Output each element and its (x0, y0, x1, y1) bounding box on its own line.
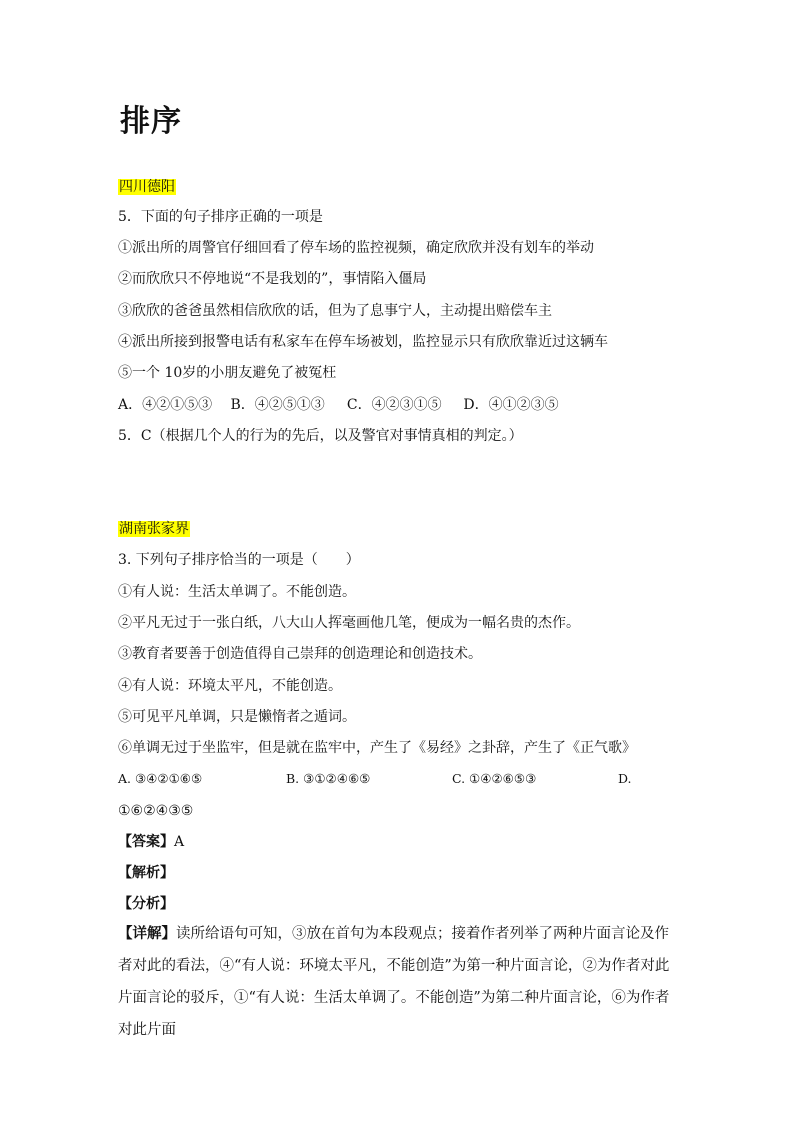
sentence-5: ⑤一个 10岁的小朋友避免了被冤枉 (118, 365, 337, 381)
options-row-1 (118, 396, 559, 414)
region-highlight: 四川德阳 (119, 179, 175, 195)
option-a: A. ③④②①⑥⑤ (118, 771, 203, 786)
region-highlight: 湖南张家界 (119, 521, 189, 537)
option-d: D. (617, 771, 632, 786)
option-d-value: ①⑥②④③⑤ (118, 803, 194, 819)
sentence-6: ⑥单调无过于坐监牢，但是就在监牢中，产生了《易经》之卦辞，产生了《正气歌》 (118, 740, 636, 756)
detail-text: 读所给语句可知，③放在首句为本段观点；接着作者列举了两种片面言论及作者对此的看法，④“有人说：环境太平凡，不能创造”为第一种片面言论，②为作者对此片面言论的驳斥，①“有人说：生活太单调了。不能创造”为第二种片面言论，⑥为作者对此片面 (118, 926, 670, 1038)
answer-block (118, 833, 184, 851)
option-b: B．④②⑤①③ (230, 397, 325, 413)
page-title: 排序 (120, 104, 182, 139)
question-3: 3. 下列句子排序恰当的一项是（ ） (118, 552, 360, 568)
options-row-2 (118, 770, 632, 788)
region-tag-1 (118, 178, 176, 196)
answer-value: A (174, 834, 185, 850)
question-5: 5．下面的句子排序正确的一项是 (118, 209, 323, 225)
sentence-4: ④有人说：环境太平凡，不能创造。 (118, 678, 342, 694)
sentence-2: ②而欣欣只不停地说“不是我划的”，事情陷入僵局 (118, 271, 427, 287)
sentence-3: ③欣欣的爸爸虽然相信欣欣的话，但为了息事宁人，主动提出赔偿车主 (118, 303, 552, 319)
option-c: C. ①④②⑥⑤③ (451, 771, 537, 786)
detail-label: 【详解】 (118, 925, 176, 942)
answer-label: 【答案】 (118, 834, 174, 850)
sentence-1: ①有人说：生活太单调了。不能创造。 (118, 584, 356, 600)
option-c: C．④②③①⑤ (346, 397, 442, 413)
option-d: D．④①②③⑤ (463, 397, 559, 413)
sentence-5: ⑤可见平凡单调，只是懒惰者之遁词。 (118, 709, 356, 725)
sentence-4: ④派出所接到报警电话有私家车在停车场被划，监控显示只有欣欣靠近过这辆车 (118, 334, 608, 350)
sentence-3: ③教育者要善于创造值得自己崇拜的创造理论和创造技术。 (118, 646, 482, 662)
sentence-1: ①派出所的周警官仔细回看了停车场的监控视频，确定欣欣并没有划车的举动 (118, 240, 594, 256)
analysis-label: 【解析】 (118, 865, 174, 881)
region-tag-2 (118, 520, 190, 538)
fenxi-label: 【分析】 (118, 896, 174, 912)
answer-5: 5．C（根据几个人的行为的先后，以及警官对事情真相的判定。） (118, 428, 523, 444)
detail-paragraph (118, 918, 678, 1046)
option-a: A．④②①⑤③ (118, 397, 213, 413)
sentence-2: ②平凡无过于一张白纸，八大山人挥毫画他几笔，便成为一幅名贵的杰作。 (118, 615, 580, 631)
option-b: B. ③①②④⑥⑤ (285, 771, 371, 786)
